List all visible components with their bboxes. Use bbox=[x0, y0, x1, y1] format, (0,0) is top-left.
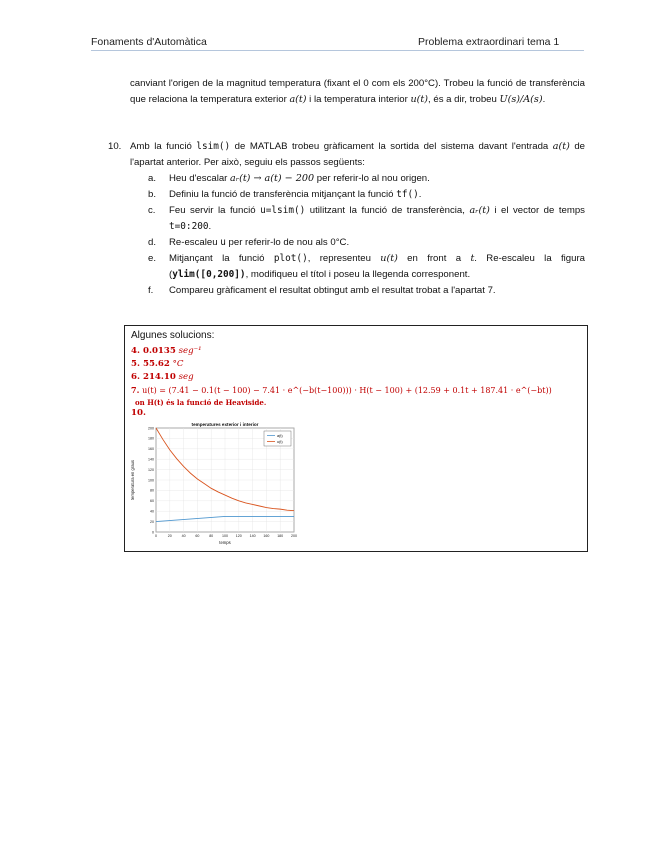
math-u-t: u(t) bbox=[380, 253, 398, 264]
y-tick-label: 20 bbox=[150, 519, 154, 524]
solution-4 bbox=[131, 346, 202, 356]
solution-unit: seg bbox=[175, 372, 194, 382]
x-axis-label: temps bbox=[219, 540, 231, 545]
solution-unit: seg⁻¹ bbox=[175, 346, 202, 356]
code-plot: plot() bbox=[273, 253, 308, 264]
solution-formula: u(t) = (7.41 − 0.1(t − 100) − 7.41 · e^(−b(t−100))) · H(t − 100) + (12.59 + 0.1t + 187.41 · e^(−bt)) bbox=[142, 386, 552, 395]
step-b bbox=[148, 187, 585, 203]
y-tick-label: 80 bbox=[150, 488, 154, 493]
code-u: u bbox=[220, 237, 226, 248]
solution-label: 7. bbox=[131, 385, 143, 395]
x-tick-label: 140 bbox=[249, 534, 256, 538]
question-10-text bbox=[130, 139, 585, 171]
x-tick-label: 120 bbox=[235, 534, 242, 538]
y-tick-label: 100 bbox=[148, 478, 154, 483]
step-text: Mitjançant la funció bbox=[169, 253, 274, 264]
solution-6 bbox=[131, 372, 194, 382]
x-tick-label: 180 bbox=[277, 534, 284, 538]
solution-value: 214.10 bbox=[142, 372, 176, 382]
header-divider bbox=[91, 50, 584, 51]
step-letter: c. bbox=[148, 205, 156, 216]
step-letter: d. bbox=[148, 237, 157, 248]
step-letter: b. bbox=[148, 189, 157, 200]
x-tick-label: 40 bbox=[181, 534, 186, 538]
math-scaling: aᵣ(t) → a(t) − 200 bbox=[230, 173, 315, 184]
step-text: . bbox=[418, 189, 422, 200]
y-tick-label: 140 bbox=[148, 457, 154, 462]
intro-text-1: canviant l'origen de la magnitud temperatura (fixant el 0 com els 200°C). Trobeu la funció de transferència que relaciona la temperatura exterior bbox=[130, 78, 585, 105]
y-tick-label: 200 bbox=[148, 426, 154, 431]
solutions-box bbox=[124, 325, 588, 552]
step-f bbox=[148, 283, 585, 299]
step-e bbox=[148, 251, 585, 283]
step-text: . bbox=[208, 221, 212, 232]
y-tick-label: 40 bbox=[150, 509, 154, 514]
step-text: . Re-escaleu la figura ( bbox=[169, 253, 586, 280]
intro-text-2: i la temperatura interior bbox=[306, 94, 411, 105]
x-tick-label: 20 bbox=[167, 534, 172, 538]
step-text: Definiu la funció de transferència mitjançant la funció bbox=[169, 189, 397, 200]
step-text: , modifiqueu el títol i poseu la llegenda corresponent. bbox=[245, 269, 471, 280]
step-text: per referir-lo al nou origen. bbox=[314, 173, 430, 184]
solution-label: 5. bbox=[131, 359, 143, 369]
y-tick-label: 60 bbox=[150, 499, 154, 504]
step-c bbox=[148, 203, 585, 235]
solution-value: 55.62 bbox=[142, 359, 170, 369]
q10-text-3: de l'apartat anterior. Per això, seguiu els passos següents: bbox=[130, 141, 585, 168]
code-u-lsim: u=lsim() bbox=[260, 205, 306, 216]
legend-label-a: a(t) bbox=[277, 434, 283, 438]
step-text: Heu d'escalar bbox=[169, 173, 231, 184]
legend bbox=[264, 431, 291, 446]
solution-label: 6. bbox=[131, 372, 143, 382]
solution-7 bbox=[131, 385, 552, 395]
step-letter: e. bbox=[148, 253, 157, 264]
x-tick-label: 0 bbox=[155, 534, 157, 538]
step-a bbox=[148, 171, 585, 187]
math-transfer: U(s)/A(s) bbox=[499, 94, 543, 105]
solution-value: 0.0135 bbox=[142, 346, 176, 356]
y-axis-label: temperatura en graus bbox=[130, 459, 135, 501]
intro-paragraph bbox=[130, 76, 585, 108]
code-tf: tf() bbox=[396, 189, 419, 200]
step-letter: a. bbox=[148, 173, 157, 184]
code-t-vector: t=0:200 bbox=[169, 221, 209, 232]
header-left: Fonaments d'Automàtica bbox=[91, 36, 207, 48]
solution-unit: °C bbox=[169, 359, 184, 369]
chart-title: temperatures exterior i interior bbox=[191, 422, 259, 427]
q10-text-2: de MATLAB trobeu gràficament la sortida del sistema davant l'entrada bbox=[230, 141, 553, 152]
solution-10: 10. bbox=[131, 408, 146, 418]
intro-text-3: , és a dir, trobeu bbox=[428, 94, 500, 105]
x-tick-label: 100 bbox=[222, 534, 228, 538]
code-lsim: lsim() bbox=[196, 141, 231, 152]
x-tick-label: 80 bbox=[209, 534, 214, 538]
step-text: utilitzant la funció de transferència, bbox=[305, 205, 470, 216]
step-text: Re-escaleu bbox=[169, 237, 221, 248]
plot-container bbox=[128, 420, 304, 551]
math-t: t bbox=[470, 253, 475, 264]
step-letter: f. bbox=[148, 285, 154, 296]
step-text: per referir-lo de nou als 0°C. bbox=[225, 237, 350, 248]
y-tick-label: 180 bbox=[148, 436, 154, 441]
step-text: en front a bbox=[397, 253, 471, 264]
step-text: i el vector de temps bbox=[489, 205, 585, 216]
x-tick-label: 160 bbox=[263, 534, 270, 538]
step-text: , representeu bbox=[307, 253, 381, 264]
step-text: Compareu gràficament el resultat obtingut amb el resultat trobat a l'apartat 7. bbox=[169, 285, 496, 296]
header-right: Problema extraordinari tema 1 bbox=[418, 36, 560, 48]
x-tick-label: 200 bbox=[291, 534, 297, 538]
y-tick-label: 120 bbox=[148, 467, 154, 472]
math-a-t: a(t) bbox=[289, 94, 307, 105]
solution-label: 4. bbox=[131, 346, 143, 356]
question-10-number: 10. bbox=[108, 141, 122, 152]
y-tick-label: 0 bbox=[152, 530, 154, 535]
step-d bbox=[148, 235, 585, 251]
solution-5 bbox=[131, 359, 184, 369]
solutions-title: Algunes solucions: bbox=[131, 330, 215, 341]
step-text: Feu servir la funció bbox=[169, 205, 261, 216]
math-a-t: a(t) bbox=[552, 141, 570, 152]
q10-text-1: Amb la funció bbox=[130, 141, 197, 152]
solution-7-note: on H(t) és la funció de Heaviside. bbox=[135, 398, 267, 407]
math-ar-t: aᵣ(t) bbox=[469, 205, 490, 216]
y-tick-label: 160 bbox=[148, 447, 154, 452]
intro-text-4: . bbox=[542, 94, 546, 105]
step-list bbox=[148, 171, 585, 299]
legend-label-u: u(t) bbox=[277, 440, 283, 444]
temperature-chart bbox=[128, 420, 304, 546]
code-ylim: ylim([0,200]) bbox=[172, 269, 246, 280]
x-tick-label: 60 bbox=[195, 534, 200, 538]
math-u-t: u(t) bbox=[410, 94, 429, 105]
